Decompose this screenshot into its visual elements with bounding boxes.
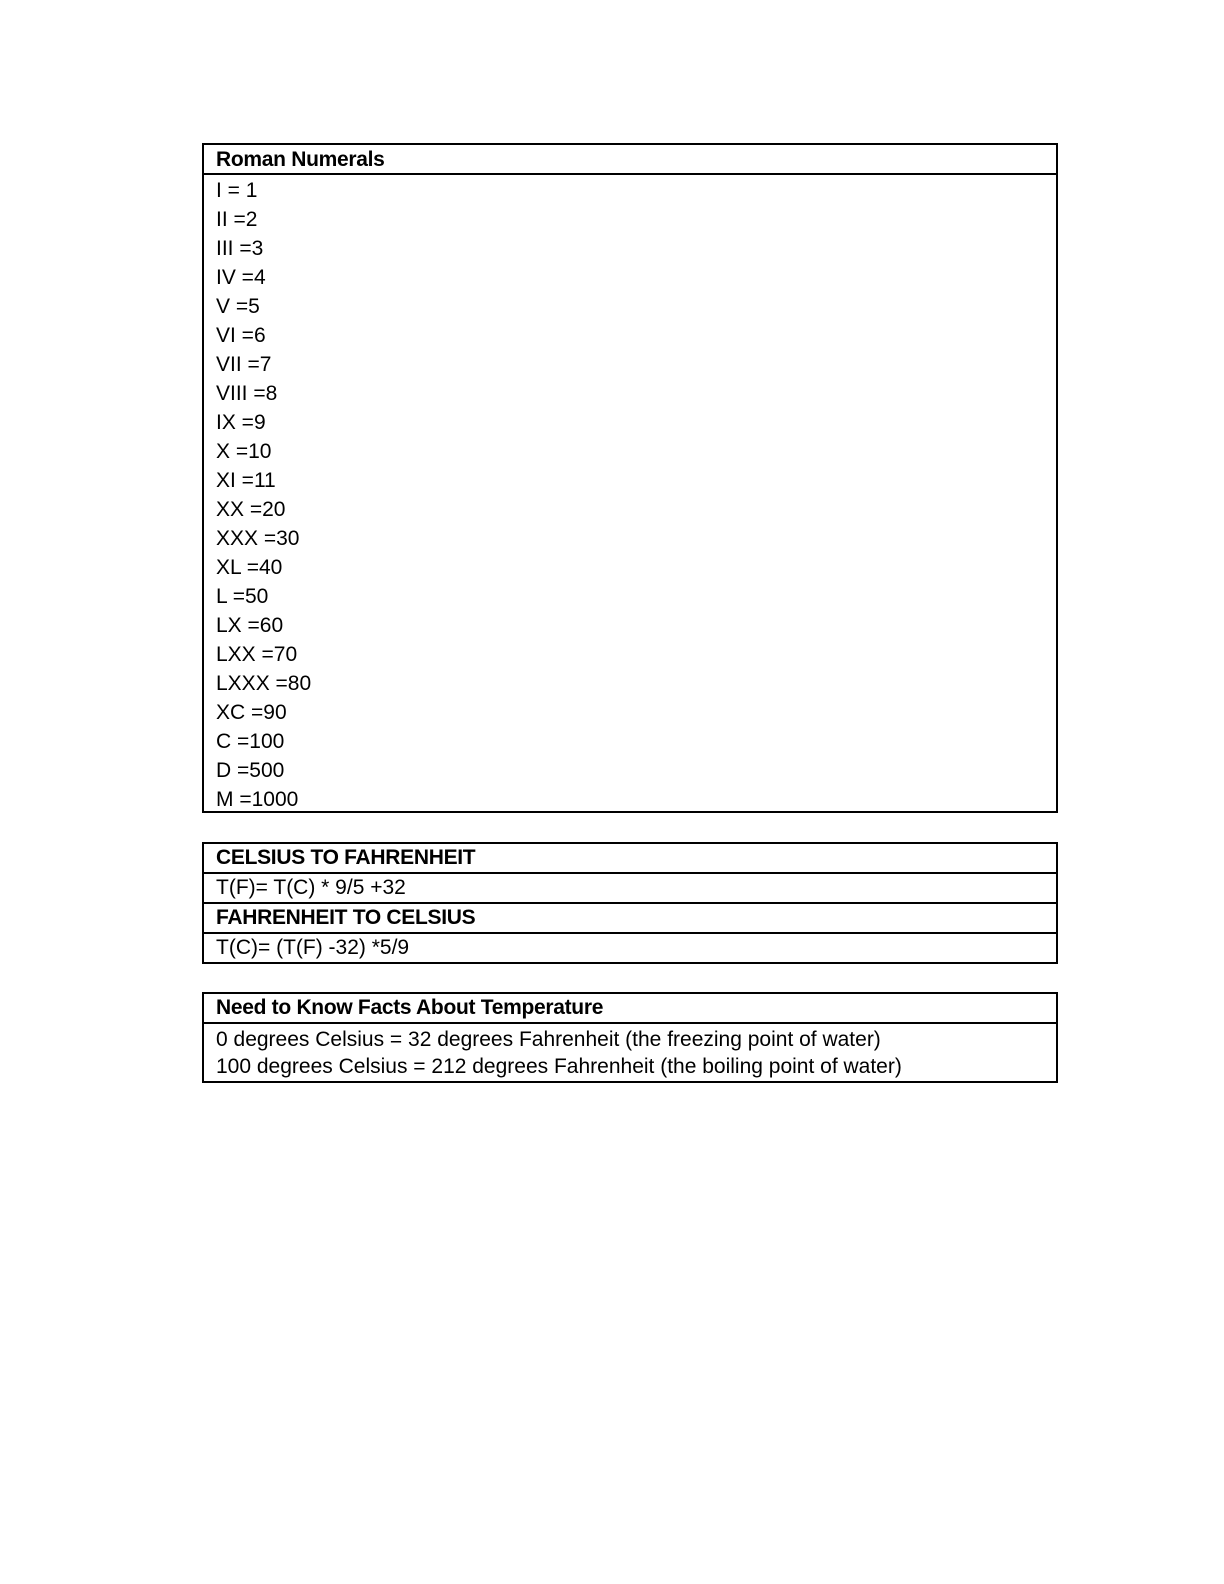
temperature-conversion-table — [202, 842, 1058, 964]
roman-numeral-row: III =3 — [216, 237, 264, 260]
temperature-fact-row: 100 degrees Celsius = 212 degrees Fahrenheit (the boiling point of water) — [216, 1055, 902, 1078]
roman-numeral-row: V =5 — [216, 295, 260, 318]
temperature-facts-title: Need to Know Facts About Temperature — [204, 994, 1056, 1024]
roman-numeral-row: LX =60 — [216, 614, 284, 637]
fahrenheit-to-celsius-title: FAHRENHEIT TO CELSIUS — [204, 904, 1056, 934]
roman-numeral-row: II =2 — [216, 208, 258, 231]
roman-numeral-row: C =100 — [216, 730, 285, 753]
roman-numeral-row: L =50 — [216, 585, 269, 608]
roman-numerals-title: Roman Numerals — [204, 145, 1056, 175]
celsius-to-fahrenheit-formula: T(F)= T(C) * 9/5 +32 — [204, 874, 1056, 904]
fahrenheit-to-celsius-formula: T(C)= (T(F) -32) *5/9 — [216, 936, 410, 959]
roman-numeral-row: XX =20 — [216, 498, 286, 521]
roman-numeral-row: X =10 — [216, 440, 272, 463]
roman-numeral-row: XL =40 — [216, 556, 283, 579]
roman-numerals-list — [204, 175, 1056, 814]
roman-numerals-table — [202, 143, 1058, 813]
roman-numeral-row: LXX =70 — [216, 643, 298, 666]
temperature-fact-row: 0 degrees Celsius = 32 degrees Fahrenheit (the freezing point of water) — [216, 1028, 881, 1051]
roman-numeral-row: I = 1 — [216, 179, 258, 202]
roman-numeral-row: XC =90 — [216, 701, 287, 724]
temperature-facts-list — [204, 1024, 1056, 1080]
temperature-facts-table — [202, 992, 1058, 1083]
roman-numeral-row: D =500 — [216, 759, 285, 782]
roman-numeral-row: LXXX =80 — [216, 672, 312, 695]
roman-numeral-row: M =1000 — [216, 788, 299, 811]
roman-numeral-row: IV =4 — [216, 266, 266, 289]
roman-numeral-row: VIII =8 — [216, 382, 278, 405]
roman-numeral-row: VII =7 — [216, 353, 272, 376]
celsius-to-fahrenheit-title: CELSIUS TO FAHRENHEIT — [204, 844, 1056, 874]
roman-numeral-row: IX =9 — [216, 411, 266, 434]
roman-numeral-row: VI =6 — [216, 324, 266, 347]
roman-numeral-row: XI =11 — [216, 469, 276, 492]
roman-numeral-row: XXX =30 — [216, 527, 300, 550]
